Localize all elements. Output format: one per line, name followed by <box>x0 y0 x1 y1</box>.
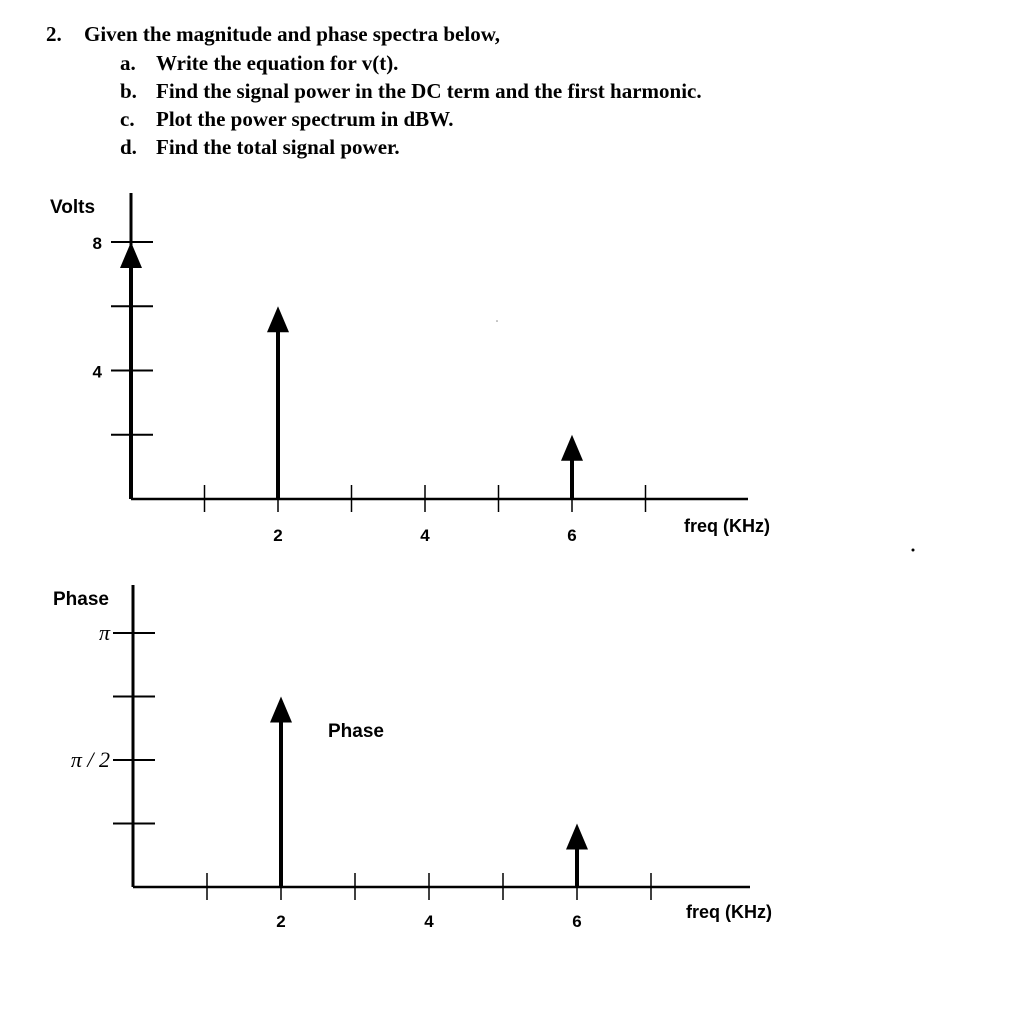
part-text: Write the equation for v(t). <box>156 51 399 75</box>
y-tick-label: π <box>98 620 110 645</box>
y-tick-label: 4 <box>92 362 102 382</box>
part-letter: d. <box>120 135 137 159</box>
stem-arrowhead <box>566 823 588 849</box>
y-axis-label: Phase <box>53 589 109 610</box>
problem-number: 2. <box>46 22 62 46</box>
stem-arrowhead <box>120 242 142 268</box>
part-letter: b. <box>120 79 137 103</box>
x-tick-label: 6 <box>572 912 582 931</box>
stem-arrowhead <box>270 696 292 722</box>
y-tick-label: π / 2 <box>70 746 110 772</box>
x-tick-label: 6 <box>567 526 577 545</box>
part-text: Find the signal power in the DC term and the first harmonic. <box>156 79 702 103</box>
problem-intro: Given the magnitude and phase spectra below, <box>84 22 500 46</box>
x-tick-label: 4 <box>420 526 430 545</box>
x-axis-label: freq (KHz) <box>686 902 772 922</box>
y-axis-label: Volts <box>50 197 96 218</box>
x-tick-label: 4 <box>424 912 434 931</box>
chart-phase <box>53 585 772 931</box>
part-letter: c. <box>120 107 135 131</box>
x-tick-label: 2 <box>276 912 286 931</box>
scan-speck <box>912 549 915 552</box>
chart-annotation: Phase <box>328 721 384 742</box>
part-letter: a. <box>120 51 136 75</box>
scan-speck <box>496 320 498 322</box>
y-tick-label: 8 <box>92 234 102 253</box>
stem-arrowhead <box>267 306 289 332</box>
chart-magnitude <box>50 193 770 545</box>
x-axis-label: freq (KHz) <box>684 516 770 536</box>
part-text: Find the total signal power. <box>156 135 400 159</box>
stem-arrowhead <box>561 435 583 461</box>
part-text: Plot the power spectrum in dBW. <box>156 107 454 131</box>
x-tick-label: 2 <box>273 526 283 545</box>
